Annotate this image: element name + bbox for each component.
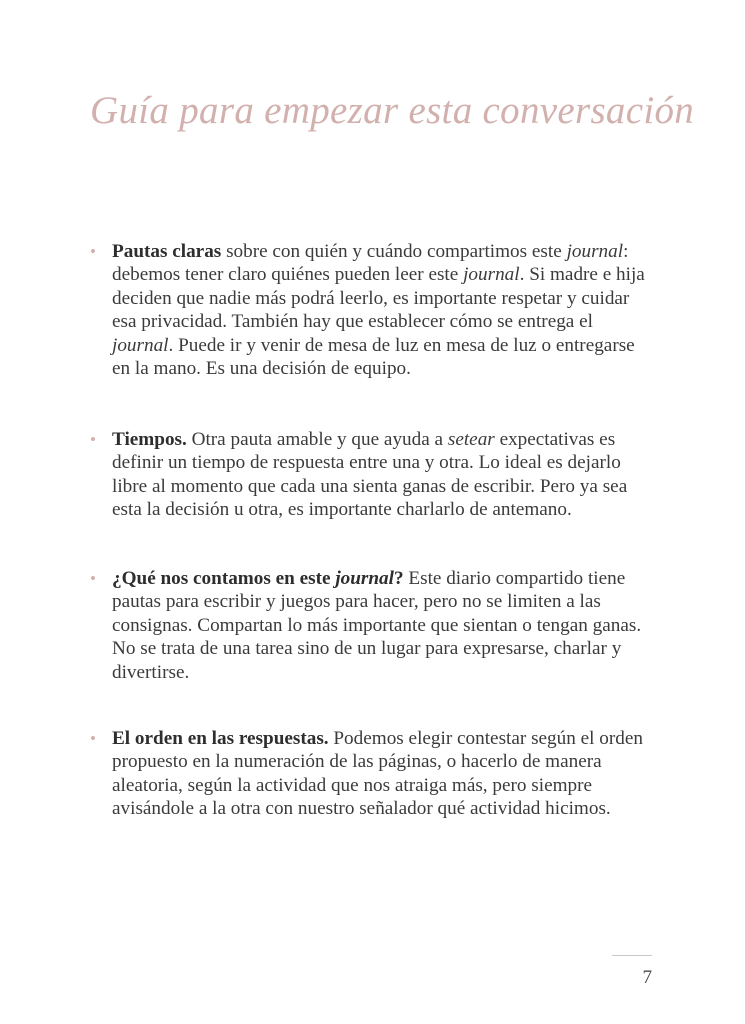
list-item — [90, 240, 650, 380]
list-item — [90, 567, 650, 684]
bullet-icon: • — [90, 430, 96, 449]
page-title: Guía para empezar esta conversación — [90, 89, 695, 132]
list-item — [90, 428, 650, 522]
list-item-heading: El orden en las respuestas. — [112, 728, 329, 749]
list-item-text: ¿Qué nos contamos en este journal? Este diario compartido tiene pautas para escribir y juegos para hacer, pero no se limiten a las consignas. Compartan lo más importante que sientan o tengan ganas. No se trata de una tarea sino de un lugar para expresarse, charlar y divertirse. — [112, 568, 642, 683]
bullet-icon: • — [90, 729, 96, 748]
list-item-heading: ¿Qué nos contamos en este journal? — [112, 568, 404, 589]
page-number: 7 — [642, 967, 652, 988]
list-item-heading: Tiempos. — [112, 429, 187, 450]
list-item-heading: Pautas claras — [112, 241, 222, 262]
bullet-icon: • — [90, 242, 96, 261]
bullet-icon: • — [90, 569, 96, 588]
footer-divider — [612, 955, 652, 956]
list-item — [90, 727, 650, 821]
list-item-text: Pautas claras sobre con quién y cuándo compartimos este journal: debemos tener claro quiénes pueden leer este journal. Si madre e hija deciden que nadie más podrá leerlo, es importante respetar y cuidar esa privacidad. También hay que establecer cómo se entrega el journal. Puede ir y venir de mesa de luz en mesa de luz o entregarse en la mano. Es una decisión de equipo. — [112, 241, 645, 380]
list-item-text: Tiempos. Otra pauta amable y que ayuda a setear expectativas es definir un tiempo de respuesta entre una y otra. Lo ideal es dejarlo libre al momento que cada una sienta ganas de escribir. Pero ya sea esta la decisión u otra, es importante charlarlo de antemano. — [112, 429, 628, 521]
list-item-text: El orden en las respuestas. Podemos elegir contestar según el orden propuesto en la numeración de las páginas, o hacerlo de manera aleatoria, según la actividad que nos atraiga más, pero siempre avisándole a la otra con nuestro señalador qué actividad hicimos. — [112, 728, 643, 820]
